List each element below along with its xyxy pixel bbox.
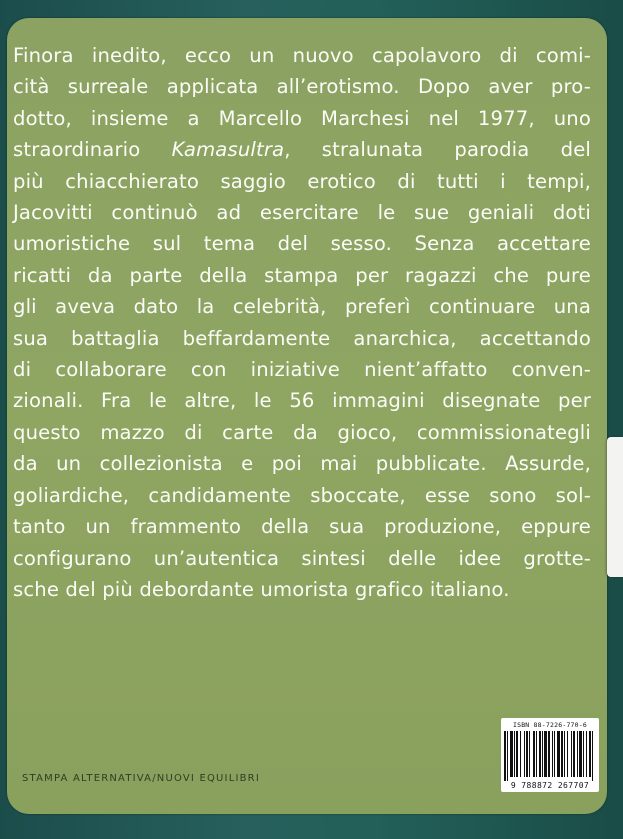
isbn-label: ISBN 88-7226-770-6 (512, 721, 588, 729)
blurb-line: dotto, insieme a Marcello Marchesi nel 1977, uno (13, 106, 591, 130)
blurb-line: sua battaglia beffardamente anarchica, accettando (13, 326, 591, 350)
blurb-line: zionali. Fra le altre, le 56 immagini disegnate per (13, 389, 591, 413)
blurb-line: ricatti da parte della stampa per ragazzi che pure (13, 263, 591, 287)
barcode-bars (504, 731, 596, 781)
blurb-line: sche del più debordante umorista grafico italiano. (13, 577, 510, 601)
blurb-line: Finora inedito, ecco un nuovo capolavoro di comi- (13, 44, 591, 67)
blurb-text: straordinario (13, 138, 172, 162)
blurb-line: goliardiche, candidamente sboccate, esse sono sol- (13, 483, 591, 507)
book-title-kamasultra: Kamasultra (171, 138, 285, 162)
barcode-bar (507, 731, 508, 781)
ean-digits: 9 788872 267707 (510, 781, 590, 790)
barcode-bar (504, 731, 506, 781)
barcode-bar (573, 731, 575, 777)
blurb-line: di collaborare con iniziative nient’affatto conven- (13, 358, 591, 382)
barcode-bar (552, 731, 553, 777)
barcode-bar (583, 731, 584, 777)
back-cover-blurb (13, 40, 591, 605)
barcode-bar (561, 731, 563, 777)
blurb-line: gli aveva dato la celebrità, preferì continuare una (13, 295, 591, 319)
barcode-bar (589, 731, 591, 777)
isbn-barcode (501, 718, 599, 792)
blurb-text: , stralunata parodia del (284, 138, 591, 162)
blurb-line: cità surreale applicata all’erotismo. Dopo aver pro- (13, 75, 591, 99)
side-page-tab (607, 437, 623, 577)
barcode-bar (516, 731, 518, 777)
barcode-bar (529, 731, 530, 777)
barcode-bar (567, 731, 568, 777)
barcode-bar (554, 731, 555, 777)
blurb-line-with-title (13, 134, 591, 165)
barcode-bar (510, 731, 513, 777)
barcode-bar (542, 731, 543, 777)
barcode-bar (514, 731, 515, 777)
publisher-name: STAMPA ALTERNATIVA/NUOVI EQUILIBRI (22, 773, 260, 784)
blurb-line: configurano un’autentica sintesi delle idee grotte- (13, 546, 591, 570)
blurb-line: Jacovitti continuò ad esercitare le sue geniali doti (13, 201, 591, 225)
barcode-bar (520, 731, 521, 777)
barcode-bar (579, 731, 582, 777)
barcode-bar (524, 731, 525, 777)
barcode-bar (536, 731, 537, 777)
barcode-bar (539, 731, 541, 777)
barcode-bar (544, 731, 547, 777)
barcode-bar (548, 731, 550, 777)
barcode-bar (571, 731, 572, 777)
barcode-bar (586, 731, 587, 777)
barcode-bar (533, 731, 535, 777)
blurb-line: umoristiche sul tema del sesso. Senza accettare (13, 232, 591, 256)
barcode-bar (557, 731, 560, 777)
barcode-bar (526, 731, 528, 777)
blurb-line: da un collezionista e poi mai pubblicate. Assurde, (13, 452, 591, 476)
barcode-bar (592, 731, 593, 781)
barcode-bar (577, 731, 578, 777)
blurb-line: più chiacchierato saggio erotico di tutti i tempi, (13, 169, 591, 193)
barcode-bar (564, 731, 565, 777)
blurb-line: questo mazzo di carte da gioco, commissionategli (13, 420, 591, 444)
blurb-line: tanto un frammento della sua produzione, eppure (13, 515, 591, 539)
